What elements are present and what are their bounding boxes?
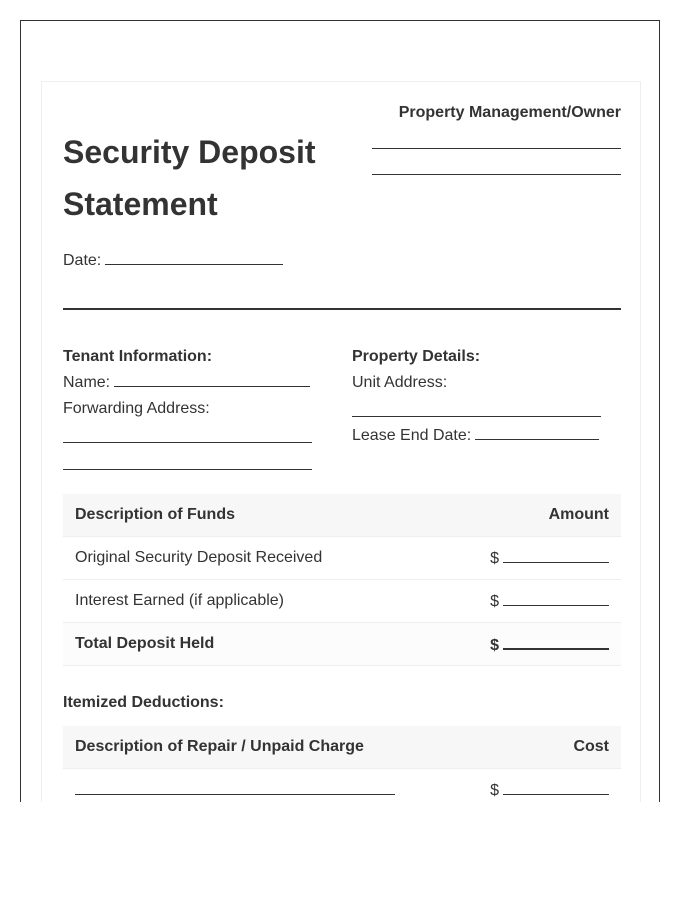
deductions-table bbox=[63, 726, 621, 802]
currency-symbol: $ bbox=[490, 636, 499, 654]
tenant-name-row bbox=[63, 370, 323, 396]
document-title: Security Deposit Statement bbox=[63, 134, 316, 222]
funds-header-description: Description of Funds bbox=[63, 494, 428, 537]
funds-row-description: Interest Earned (if applicable) bbox=[63, 580, 428, 623]
total-row bbox=[63, 623, 621, 666]
tenant-info bbox=[63, 344, 323, 470]
table-row bbox=[63, 580, 621, 623]
deductions-header-row bbox=[63, 726, 621, 769]
date-blank bbox=[105, 250, 283, 265]
date-row bbox=[63, 250, 283, 270]
statement-paper bbox=[41, 81, 641, 802]
funds-header-amount: Amount bbox=[428, 494, 621, 537]
date-label: Date: bbox=[63, 252, 102, 269]
deductions-header-cost: Cost bbox=[457, 726, 621, 769]
owner-line-2 bbox=[372, 174, 621, 175]
forwarding-line-2 bbox=[63, 451, 312, 470]
funds-row-description: Original Security Deposit Received bbox=[63, 537, 428, 580]
funds-header-row bbox=[63, 494, 621, 537]
total-description: Total Deposit Held bbox=[63, 623, 428, 666]
property-heading: Property Details: bbox=[352, 348, 481, 365]
unit-address-line bbox=[352, 398, 601, 417]
total-amount-blank bbox=[503, 634, 609, 650]
property-details bbox=[352, 344, 612, 449]
table-row bbox=[63, 537, 621, 580]
table-row bbox=[63, 769, 621, 803]
funds-table bbox=[63, 494, 621, 666]
forwarding-line-1 bbox=[63, 424, 312, 443]
total-amount bbox=[428, 623, 621, 666]
deductions-heading: Itemized Deductions: bbox=[63, 694, 224, 711]
owner-block bbox=[361, 104, 621, 122]
lease-end-blank bbox=[475, 425, 599, 440]
cost-blank bbox=[503, 780, 609, 795]
tenant-heading: Tenant Information: bbox=[63, 348, 213, 365]
amount-blank bbox=[503, 591, 609, 606]
currency-symbol: $ bbox=[490, 782, 499, 799]
forwarding-label: Forwarding Address: bbox=[63, 400, 210, 417]
deduction-description-blank bbox=[75, 780, 395, 795]
header-divider bbox=[63, 308, 621, 310]
unit-address-label: Unit Address: bbox=[352, 374, 448, 391]
funds-row-amount bbox=[428, 537, 621, 580]
document-frame bbox=[20, 20, 660, 802]
amount-blank bbox=[503, 548, 609, 563]
lease-end-label: Lease End Date: bbox=[352, 427, 472, 444]
tenant-name-blank bbox=[114, 372, 310, 387]
deductions-header-description: Description of Repair / Unpaid Charge bbox=[63, 726, 457, 769]
currency-symbol: $ bbox=[490, 593, 499, 610]
owner-label: Property Management/Owner bbox=[398, 104, 621, 121]
tenant-name-label: Name: bbox=[63, 374, 111, 391]
deduction-cost bbox=[457, 769, 621, 803]
funds-row-amount bbox=[428, 580, 621, 623]
deduction-description bbox=[63, 769, 457, 803]
owner-line-1 bbox=[372, 148, 621, 149]
lease-end-row bbox=[352, 423, 612, 449]
currency-symbol: $ bbox=[490, 550, 499, 567]
